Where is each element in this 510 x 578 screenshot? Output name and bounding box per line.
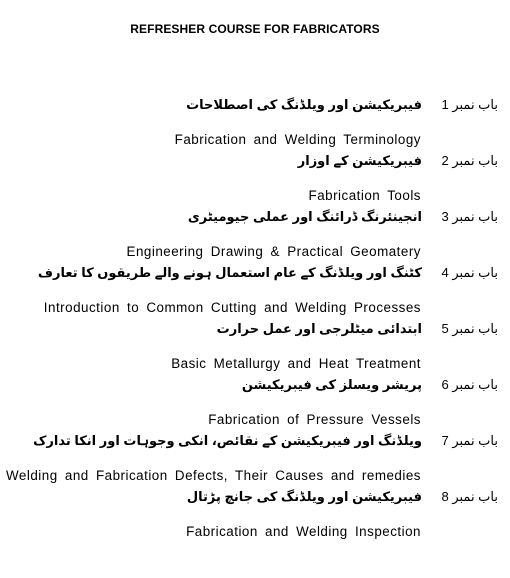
chapter-entry-7 [0, 432, 510, 492]
chapter-number-label: باب نمبر 1 [441, 97, 498, 112]
chapter-number-label: باب نمبر 3 [441, 209, 498, 224]
chapter-entry-3 [0, 208, 510, 268]
chapter-english-title: Fabrication and Welding Terminology [174, 132, 421, 147]
chapter-number-label: باب نمبر 4 [441, 265, 498, 280]
chapter-number-label: باب نمبر 5 [441, 321, 498, 336]
chapter-english-title: Introduction to Common Cutting and Welding Processes [43, 300, 421, 315]
chapter-english-title: Fabrication Tools [308, 188, 421, 203]
chapter-urdu-title: فیبریکیشن اور ویلڈنگ کی اصطلاحات [186, 97, 422, 112]
chapter-urdu-title: انجینئرنگ ڈرائنگ اور عملی جیومیٹری [187, 209, 422, 224]
chapter-urdu-title: ابتدائی میٹلرجی اور عمل حرارت [216, 321, 422, 336]
document-title: REFRESHER COURSE FOR FABRICATORS [130, 22, 380, 36]
chapter-number-label: باب نمبر 8 [441, 489, 498, 504]
chapter-number-label: باب نمبر 7 [441, 433, 498, 448]
chapter-english-title: Engineering Drawing & Practical Geomatery [126, 244, 421, 259]
chapter-urdu-title: فیبریکیشن کے اوزار [297, 153, 422, 168]
chapter-number-label: باب نمبر 2 [441, 153, 498, 168]
chapter-entry-4 [0, 264, 510, 324]
chapter-entry-1 [0, 96, 510, 156]
chapter-english-title: Fabrication of Pressure Vessels [208, 412, 421, 427]
chapter-english-title: Fabrication and Welding Inspection [186, 524, 421, 539]
chapter-urdu-title: کٹنگ اور ویلڈنگ کے عام استعمال ہونے والے طریقوں کا تعارف [37, 265, 422, 280]
chapter-english-title: Welding and Fabrication Defects, Their Causes and remedies [6, 468, 421, 483]
chapter-entry-5 [0, 320, 510, 380]
chapter-entry-8 [0, 488, 510, 548]
chapter-entry-2 [0, 152, 510, 212]
chapter-urdu-title: ویلڈنگ اور فیبریکیشن کے نقائص، انکی وجوہات اور انکا تدارک [33, 433, 422, 448]
chapter-urdu-title: فیبریکیشن اور ویلڈنگ کی جانچ پڑتال [186, 489, 422, 504]
chapter-number-label: باب نمبر 6 [441, 377, 498, 392]
chapter-urdu-title: پریشر ویسلز کی فیبریکیشن [241, 377, 422, 392]
chapter-entry-6 [0, 376, 510, 436]
chapter-english-title: Basic Metallurgy and Heat Treatment [171, 356, 421, 371]
